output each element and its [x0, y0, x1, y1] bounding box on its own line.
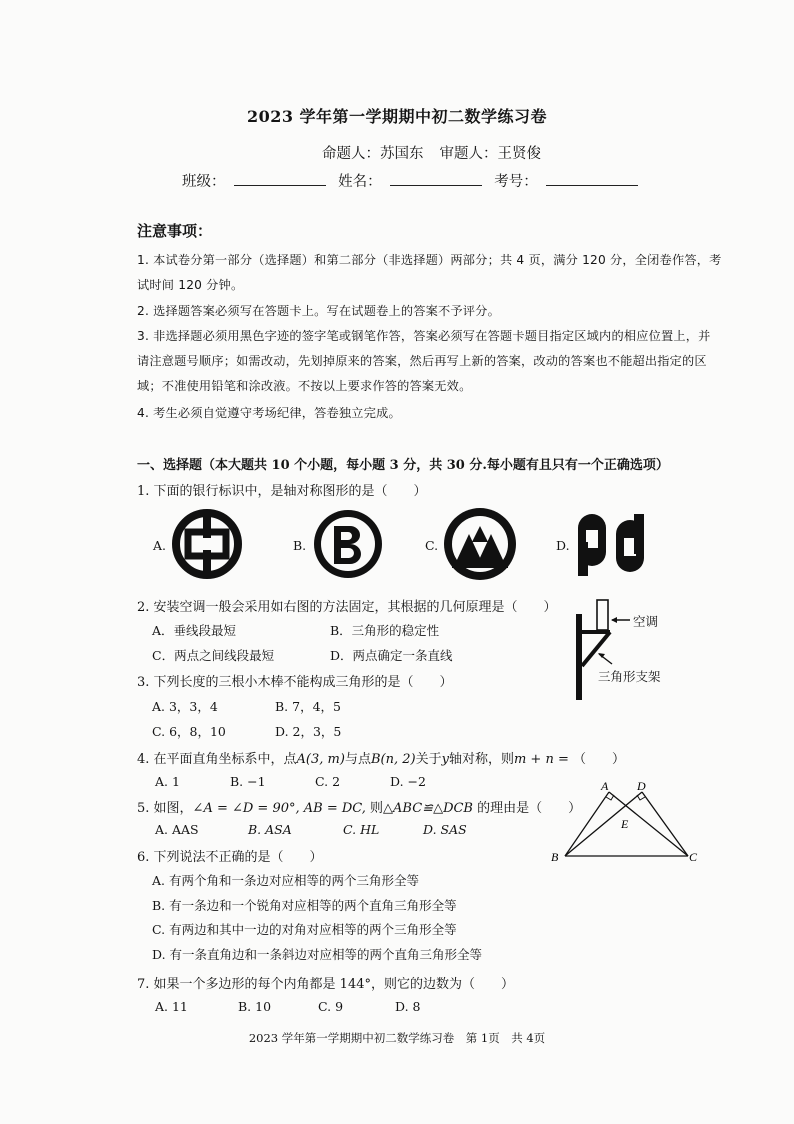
notice-line: 试时间 120 分钟。	[137, 278, 244, 292]
q7-option-b: B. 10	[238, 999, 272, 1014]
triangle-figure-icon	[545, 776, 705, 866]
q5-option-b: B. ASA	[248, 822, 292, 837]
q4-option-a: A. 1	[155, 774, 180, 789]
q5-triangles: △ABC≌△DCB	[383, 801, 473, 816]
q4-text: 轴对称，则	[448, 752, 514, 767]
q7-option-d: D. 8	[395, 999, 421, 1014]
notice-line: 3. 非选择题必须用黑色字迹的签字笔或钢笔作答，答案必须写在答题卡题目指定区域内的相应位置上，并	[137, 329, 711, 343]
figure-label-d: D	[637, 779, 646, 793]
figure-label-b: B	[551, 850, 559, 864]
class-blank	[234, 171, 326, 186]
q5-option-d: D. SAS	[423, 822, 467, 837]
q1-option-a: A.	[153, 538, 167, 553]
q4-text: = （ ）	[553, 752, 625, 767]
q3-option-b: B. 7，4，5	[275, 699, 341, 714]
q4-option-d: D. −2	[390, 774, 426, 789]
q2-option-d: D．两点确定一条直线	[330, 648, 453, 663]
q2-option-c: C．两点之间线段最短	[152, 648, 275, 663]
q2-option-b: B．三角形的稳定性	[330, 623, 440, 638]
id-label: 考号：	[494, 174, 538, 190]
q5-option-c: C. HL	[343, 822, 380, 837]
q4-point-a: A(3, m)	[296, 752, 345, 767]
q4-text: 关于	[415, 752, 442, 767]
notice-line: 2. 选择题答案必须写在答题卡上。写在试题卷上的答案不予评分。	[137, 304, 500, 318]
q6-option-a: A. 有两个角和一条边对应相等的两个三角形全等	[152, 873, 419, 888]
notice-heading: 注意事项：	[137, 222, 213, 240]
q5-text: 则	[365, 801, 384, 816]
q5-condition: ∠A = ∠D = 90°, AB = DC,	[192, 801, 366, 816]
q1-option-b: B.	[293, 538, 307, 553]
q7-option-c: C. 9	[318, 999, 344, 1014]
bank-b-logo-icon	[312, 508, 384, 580]
q1-option-c: C.	[425, 538, 439, 553]
question-4-stem	[137, 748, 625, 767]
notice-line: 域；不准使用铅笔和涂改液。不按以上要求作答的答案无效。	[137, 379, 472, 393]
q6-option-d: D. 有一条直角边和一条斜边对应相等的两个直角三角形全等	[152, 947, 483, 962]
q4-axis: y	[441, 752, 449, 767]
question-2-stem: 2. 安装空调一般会采用如右图的方法固定，其根据的几何原理是（ ）	[137, 600, 557, 615]
q3-option-c: C. 6，8，10	[152, 724, 226, 739]
figure-label-e: E	[621, 817, 629, 831]
q2-option-a: A．垂线段最短	[152, 623, 237, 638]
question-3-stem: 3. 下列长度的三根小木棒不能构成三角形的是（ ）	[137, 675, 453, 690]
q4-text: 4. 在平面直角坐标系中，点	[137, 752, 297, 767]
question-6-stem: 6. 下列说法不正确的是（ ）	[137, 850, 323, 865]
bracket-label: 三角形支架	[598, 669, 661, 684]
q4-point-b: B(n, 2)	[370, 752, 416, 767]
ac-label: 空调	[633, 614, 659, 629]
notice-line: 请注意题号顺序；如需改动，先划掉原来的答案，然后再写上新的答案，改动的答案也不能超出指定的区	[137, 354, 707, 368]
class-label: 班级：	[182, 174, 226, 190]
q3-option-d: D. 2，3，5	[275, 724, 342, 739]
ac-bracket-diagram-icon	[566, 598, 676, 702]
notice-line: 1. 本试卷分第一部分（选择题）和第二部分（非选择题）两部分；共 4 页，满分 120 分，全闭卷作答，考	[137, 253, 722, 267]
q5-option-a: A. AAS	[155, 822, 199, 837]
q4-expression: m + n	[513, 752, 554, 767]
q6-option-b: B. 有一条边和一个锐角对应相等的两个直角三角形全等	[152, 898, 457, 913]
q3-option-a: A. 3，3，4	[152, 699, 218, 714]
student-info-fields	[182, 170, 646, 191]
bank-mountain-logo-icon	[442, 506, 518, 582]
q1-option-d: D.	[556, 538, 570, 553]
author-line	[322, 142, 541, 163]
question-5-stem	[137, 797, 581, 816]
figure-label-c: C	[689, 850, 698, 864]
bank-of-china-logo-icon	[171, 508, 243, 580]
id-blank	[546, 171, 638, 186]
question-1-stem: 1. 下面的银行标识中，是轴对称图形的是（ ）	[137, 484, 427, 499]
author: 命题人：苏国东	[322, 146, 424, 162]
section-heading: 一、选择题（本大题共 10 个小题，每小题 3 分，共 30 分.每小题有且只有一个正确选项）	[137, 458, 669, 473]
question-7-stem: 7. 如果一个多边形的每个内角都是 144°，则它的边数为（ ）	[137, 977, 514, 992]
notice-line: 4. 考生必须自觉遵守考场纪律，答卷独立完成。	[137, 406, 401, 420]
reviewer: 审题人：王贤俊	[439, 146, 541, 162]
q5-text: 5. 如图，	[137, 801, 193, 816]
name-label: 姓名：	[338, 174, 382, 190]
bank-pd-logo-icon	[574, 512, 648, 578]
page-footer: 2023 学年第一学期期中初二数学练习卷 第 1页 共 4页	[248, 1031, 546, 1045]
q6-option-c: C. 有两边和其中一边的对角对应相等的两个三角形全等	[152, 922, 457, 937]
name-blank	[390, 171, 482, 186]
q4-option-b: B. −1	[230, 774, 266, 789]
q7-option-a: A. 11	[155, 999, 188, 1014]
q5-text: 的理由是（ ）	[473, 801, 582, 816]
page-title: 2023 学年第一学期期中初二数学练习卷	[246, 107, 548, 126]
q4-text: 与点	[344, 752, 371, 767]
q4-option-c: C. 2	[315, 774, 341, 789]
figure-label-a: A	[601, 779, 609, 793]
